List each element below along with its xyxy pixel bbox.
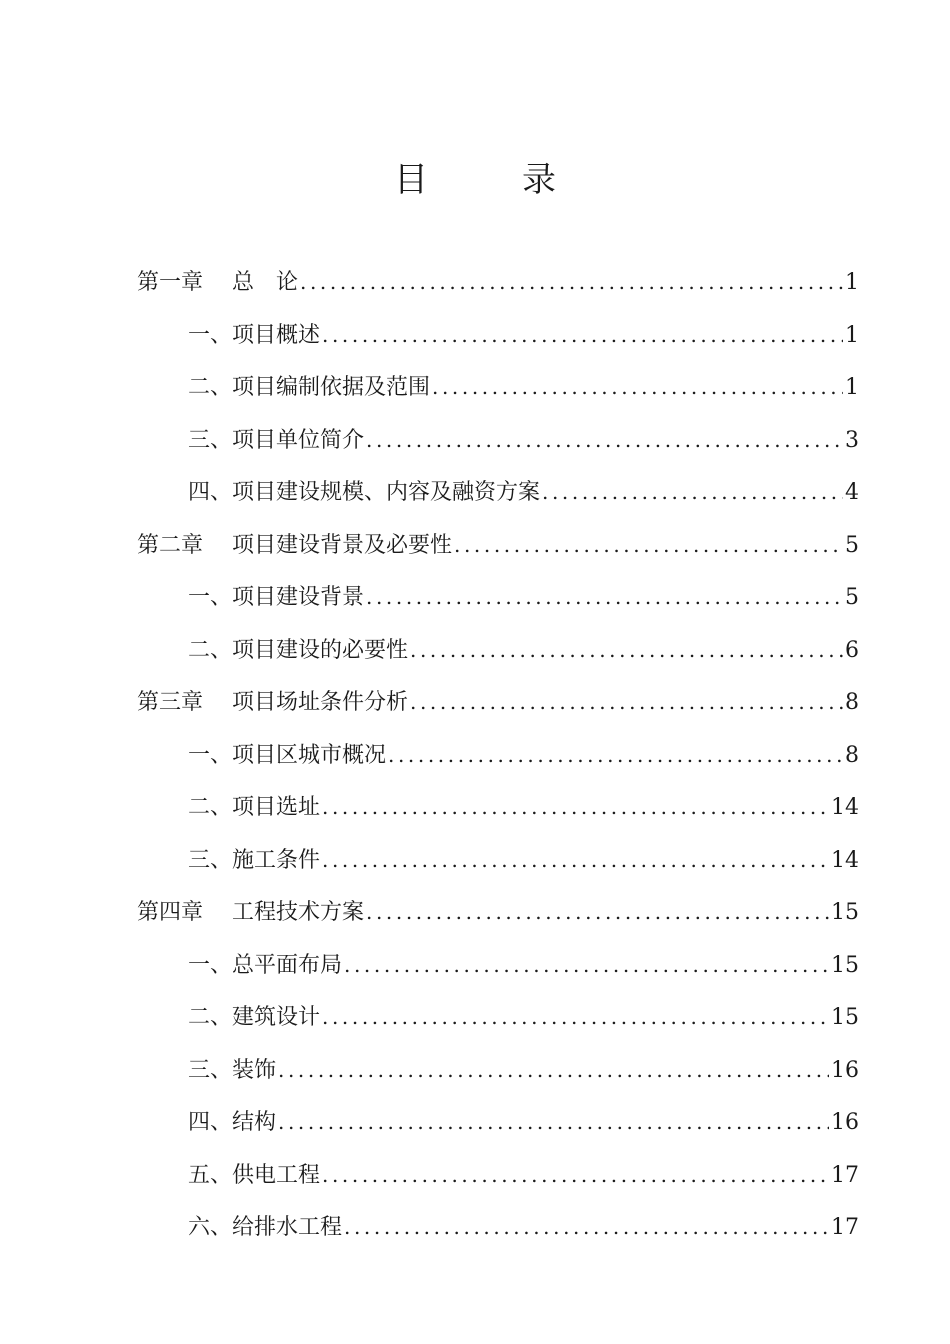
toc-entry-label: 第二章 项目建设背景及必要性 (137, 532, 452, 558)
toc-entry-label: 第三章 项目场址条件分析 (137, 690, 408, 715)
toc-entry-page: 6 (845, 637, 859, 663)
toc-leader-dots (344, 945, 829, 985)
toc-entry-label: 六、给排水工程 (188, 1215, 343, 1240)
toc-entry-page: 8 (845, 742, 859, 768)
toc-leader-dots (322, 1155, 829, 1195)
toc-entry-label: 四、结构 (188, 1110, 277, 1135)
toc-entry-label: 三、装饰 (188, 1057, 277, 1083)
toc-entry[interactable] (188, 735, 859, 775)
toc-entry-page: 5 (845, 532, 859, 558)
toc-leader-dots (410, 682, 843, 722)
toc-entry[interactable] (188, 997, 859, 1037)
toc-leader-dots (432, 367, 843, 407)
toc-entry-page: 17 (831, 1162, 859, 1188)
toc-entry-label: 二、项目建设的必要性 (188, 637, 409, 663)
toc-entry-page: 3 (845, 427, 859, 453)
toc-leader-dots (322, 315, 843, 355)
toc-leader-dots (300, 262, 843, 302)
toc-entry-page: 15 (831, 952, 859, 978)
toc-entry-page: 1 (845, 375, 859, 400)
toc-entry-label: 二、项目选址 (188, 795, 321, 820)
toc-entry-page: 8 (845, 690, 859, 715)
toc-entry[interactable] (188, 945, 859, 985)
toc-leader-dots (278, 1102, 829, 1142)
toc-entry[interactable] (188, 787, 859, 827)
toc-entry-label: 二、项目编制依据及范围 (188, 375, 431, 400)
page-title: 目 录 (394, 160, 586, 200)
toc-leader-dots (410, 630, 843, 670)
toc-entry-label: 一、项目建设背景 (188, 585, 365, 610)
toc-entry-label: 第四章 工程技术方案 (137, 900, 364, 925)
toc-entry[interactable] (188, 367, 859, 407)
toc-leader-dots (366, 577, 843, 617)
toc-entry-page: 16 (831, 1057, 859, 1083)
toc-entry-label: 三、施工条件 (188, 847, 321, 873)
toc-entry-page: 16 (831, 1110, 859, 1135)
toc-entry-page: 4 (845, 480, 859, 505)
toc-entry[interactable] (188, 315, 859, 355)
toc-entry-label: 一、项目概述 (188, 322, 321, 348)
toc-leader-dots (366, 420, 843, 460)
toc-entry[interactable] (188, 577, 859, 617)
toc-entry[interactable] (188, 1207, 859, 1247)
toc-leader-dots (322, 787, 829, 827)
toc-entry[interactable] (137, 525, 859, 565)
toc-entry[interactable] (188, 630, 859, 670)
toc-leader-dots (542, 472, 843, 512)
toc-entry-page: 17 (831, 1215, 859, 1240)
toc-entry-page: 5 (845, 585, 859, 610)
toc-entry[interactable] (188, 1102, 859, 1142)
toc-entry-page: 15 (831, 900, 859, 925)
toc-entry[interactable] (137, 682, 859, 722)
toc-entry[interactable] (137, 892, 859, 932)
toc-entry-label: 一、项目区城市概况 (188, 742, 387, 768)
toc-leader-dots (322, 840, 829, 880)
toc-entry[interactable] (188, 420, 859, 460)
toc-leader-dots (388, 735, 843, 775)
toc-leader-dots (366, 892, 829, 932)
toc-entry[interactable] (188, 472, 859, 512)
toc-entry-label: 五、供电工程 (188, 1162, 321, 1188)
toc-entry[interactable] (188, 840, 859, 880)
toc-entry-page: 1 (845, 270, 859, 295)
toc-entry-page: 1 (845, 322, 859, 348)
toc-entry-label: 一、总平面布局 (188, 952, 343, 978)
toc-entry-label: 二、建筑设计 (188, 1005, 321, 1030)
toc-entry-page: 15 (831, 1005, 859, 1030)
toc-entry[interactable] (188, 1050, 859, 1090)
toc-entry[interactable] (188, 1155, 859, 1195)
toc-entry-label: 四、项目建设规模、内容及融资方案 (188, 480, 541, 505)
toc-leader-dots (344, 1207, 829, 1247)
toc-leader-dots (322, 997, 829, 1037)
toc-entry-page: 14 (831, 795, 859, 820)
toc-entry[interactable] (137, 262, 859, 302)
toc-leader-dots (278, 1050, 829, 1090)
toc-entry-label: 三、项目单位简介 (188, 427, 365, 453)
toc-leader-dots (454, 525, 843, 565)
toc-entry-label: 第一章 总 论 (137, 270, 298, 295)
toc-entry-page: 14 (831, 847, 859, 873)
